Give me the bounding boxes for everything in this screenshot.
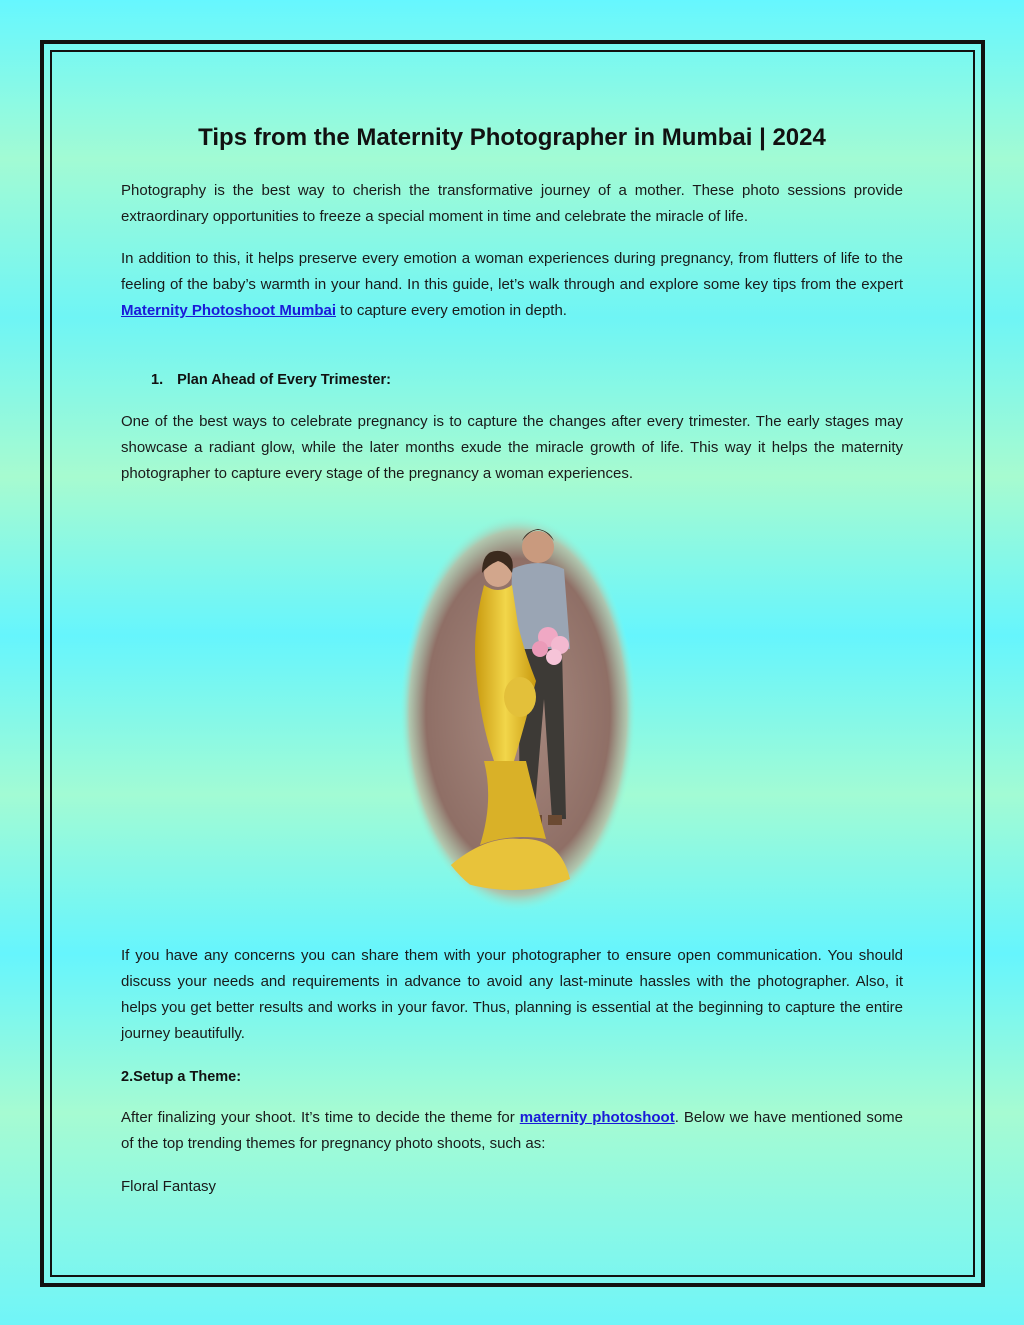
section-2-text-before: After finalizing your shoot. It’s time to decide the theme for — [121, 1109, 520, 1126]
maternity-photo — [400, 515, 636, 911]
couple-photo-illustration — [400, 515, 636, 911]
second-paragraph-text-after: to capture every emotion in depth. — [336, 302, 567, 319]
section-1-number: 1. — [151, 372, 164, 388]
second-paragraph-text-before: In addition to this, it helps preserve every emotion a woman experiences during pregnancy, from flutters of life to the feeling of the baby’s warmth in your hand. In this guide, let’s walk through and explore some key tips from the expert — [121, 250, 903, 293]
section-1-paragraph: One of the best ways to celebrate pregnancy is to capture the changes after every trimester. The early stages may showcase a radiant glow, while the later months exude the miracle growth of life. This way it helps the maternity photographer to capture every stage of the pregnancy a woman experiences. — [121, 413, 903, 482]
section-2-heading: 2.Setup a Theme: — [121, 1069, 242, 1085]
section-2-text-after: . Below we have mentioned some of the top trending themes for pregnancy photo shoots, such as: — [121, 1109, 903, 1152]
section-1-paragraph-2: If you have any concerns you can share them with your photographer to ensure open communication. You should discuss your needs and requirements in advance to avoid any last-minute hassles with the photographer. Also, it helps you get better results and works in your favor. Thus, planning is essential at the beginning to capture the entire journey beautifully. — [121, 947, 903, 1042]
section-1-title: Plan Ahead of Every Trimester: — [177, 372, 391, 388]
section-1-heading — [151, 372, 391, 388]
maternity-photoshoot-link[interactable]: maternity photoshoot — [519, 1109, 675, 1126]
intro-paragraph: Photography is the best way to cherish the transformative journey of a mother. These photo sessions provide extraordinary opportunities to freeze a special moment in time and celebrate the miracle of life. — [121, 182, 903, 225]
section-2-paragraph — [121, 1105, 903, 1157]
maternity-photoshoot-mumbai-link[interactable]: Maternity Photoshoot Mumbai — [121, 302, 336, 319]
page-title: Tips from the Maternity Photographer in Mumbai | 2024 — [198, 124, 826, 151]
theme-item-floral-fantasy: Floral Fantasy — [121, 1178, 217, 1195]
second-paragraph — [121, 246, 903, 324]
